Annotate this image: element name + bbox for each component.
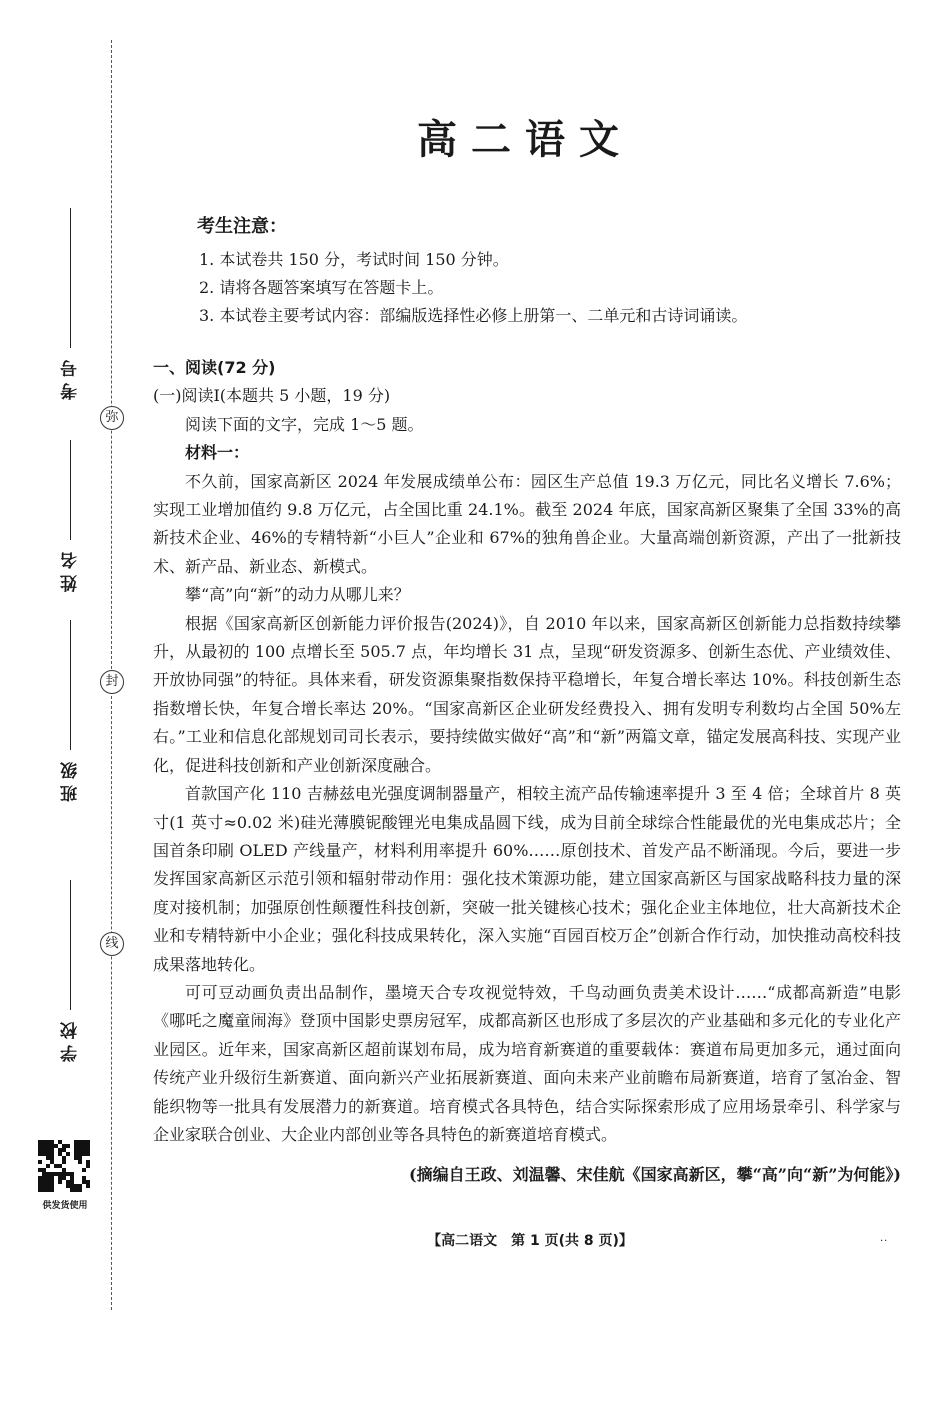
notice-box (197, 212, 917, 330)
notice-item: 2. 请将各题答案填写在答题卡上。 (199, 278, 444, 297)
name-line[interactable] (70, 440, 71, 540)
section-instruction: 阅读下面的文字，完成 1～5 题。 (185, 414, 424, 434)
qr-caption: 供发货使用 (42, 1201, 88, 1211)
paragraph: 可可豆动画负责出品制作，墨境天合专攻视觉特效，千鸟动画负责美术设计……“成都高新造”电影《哪吒之魔童闹海》登顶中国影史票房冠军，成都高新区也形成了多层次的产业基础和多元化的专业化产业园区。近年来，国家高新区超前谋划布局，成为培育新赛道的重要载体：赛道布局更加多元，通过面向传统产业升级衍生新赛道、面向新兴产业拓展新赛道、面向未来产业前瞻布局新赛道，培育了氢冶金、智能织物等一批具有发展潜力的新赛道。培育模式各具特色，结合实际探索形成了应用场景牵引、科学家与企业家联合创业、大企业内部创业等各具特色的新赛道培育模式。 (153, 982, 901, 1144)
paragraph: 首款国产化 110 吉赫兹电光强度调制器量产，相较主流产品传输速率提升 3 至 4 倍；全球首片 8 英寸(1 英寸≈0.02 米)硅光薄膜铌酸锂光电集成晶圆下线，成为目前全球综合性能最优的光电集成芯片；全国首条印刷 OLED 产线量产，材料利用率提升 60%……原创技术、首发产品不断涌现。今后，要进一步发挥国家高新区示范引领和辐射带动作用：强化技术策源功能，建立国家高新区与国家战略科技力量的深度对接机制；加强原创性颠覆性科技创新，突破一批关键核心技术；强化企业主体地位，壮大高新技术企业和专精特新中小企业；强化科技成果转化，深入实施“百园百校万企”创新合作行动，加快推动高校科技成果落地转化。 (153, 784, 901, 974)
section-heading: 一、阅读(72 分) (153, 358, 276, 377)
reading-section (153, 354, 901, 1190)
seal-char-feng: 封 (100, 670, 124, 694)
class-line[interactable] (70, 620, 71, 750)
notice-heading: 考生注意： (197, 216, 287, 237)
notice-item: 1. 本试卷共 150 分，考试时间 150 分钟。 (199, 250, 509, 269)
seal-char-xian: 线 (100, 932, 124, 956)
notice-item: 3. 本试卷主要考试内容：部编版选择性必修上册第一、二单元和古诗词诵读。 (199, 306, 748, 325)
field-class[interactable] (46, 620, 94, 802)
class-label: 班级 (60, 756, 81, 802)
seal-char-mi: 弥 (100, 406, 124, 430)
paragraph: 不久前，国家高新区 2024 年发展成绩单公布：园区生产总值 19.3 万亿元，同比名义增长 7.6%；实现工业增加值约 9.8 万亿元，占全国比重 24.1%。截至 2024 年底，国家高新区聚集了全国 33%的高新技术企业、46%的专精特新“小巨人”企业和 67%的独角兽企业。大量高端创新资源，产出了一批新技术、新产品、新业态、新模式。 (153, 471, 901, 576)
page-footer: 【高二语文 第 1 页(共 8 页)】 (427, 1233, 633, 1249)
paragraph: 攀“高”向“新”的动力从哪儿来？ (185, 585, 410, 605)
material-heading: 材料一： (185, 443, 250, 463)
school-label: 学校 (60, 1016, 81, 1062)
paragraph: 根据《国家高新区创新能力评价报告(2024)》，自 2010 年以来，国家高新区创新能力总指数持续攀升，从最初的 100 点增长至 505.7 点，年均增长 31 点，呈现“研发资源多、创新生态优、产业绩效佳、开放协同强”的特征。具体来看，研发资源集聚指数保持平稳增长，年复合增长率达 10%。科技创新生态指数增长快，年复合增长率达 20%。“国家高新区企业研发经费投入、拥有发明专利数均占全国 50%左右。”工业和信息化部规划司司长表示，要持续做实做好“高”和“新”两篇文章，锚定发展高科技、实现产业化，促进科技创新和产业创新深度融合。 (153, 613, 901, 775)
source-citation: (摘编自王政、刘温馨、宋佳航《国家高新区，攀“高”向“新”为何能》) (409, 1165, 901, 1185)
exam-number-label: 考号 (60, 354, 81, 400)
school-line[interactable] (70, 880, 71, 1010)
qr-code-icon (38, 1140, 90, 1192)
field-name[interactable] (46, 440, 94, 592)
field-exam-number[interactable] (46, 208, 94, 400)
exam-number-line[interactable] (70, 208, 71, 348)
section-subheading: (一)阅读Ⅰ(本题共 5 小题，19 分) (153, 386, 391, 406)
name-label: 姓名 (60, 546, 81, 592)
footer-mark: ·· (880, 1236, 889, 1247)
field-school[interactable] (46, 880, 94, 1062)
page-title: 高二语文 (417, 117, 633, 163)
